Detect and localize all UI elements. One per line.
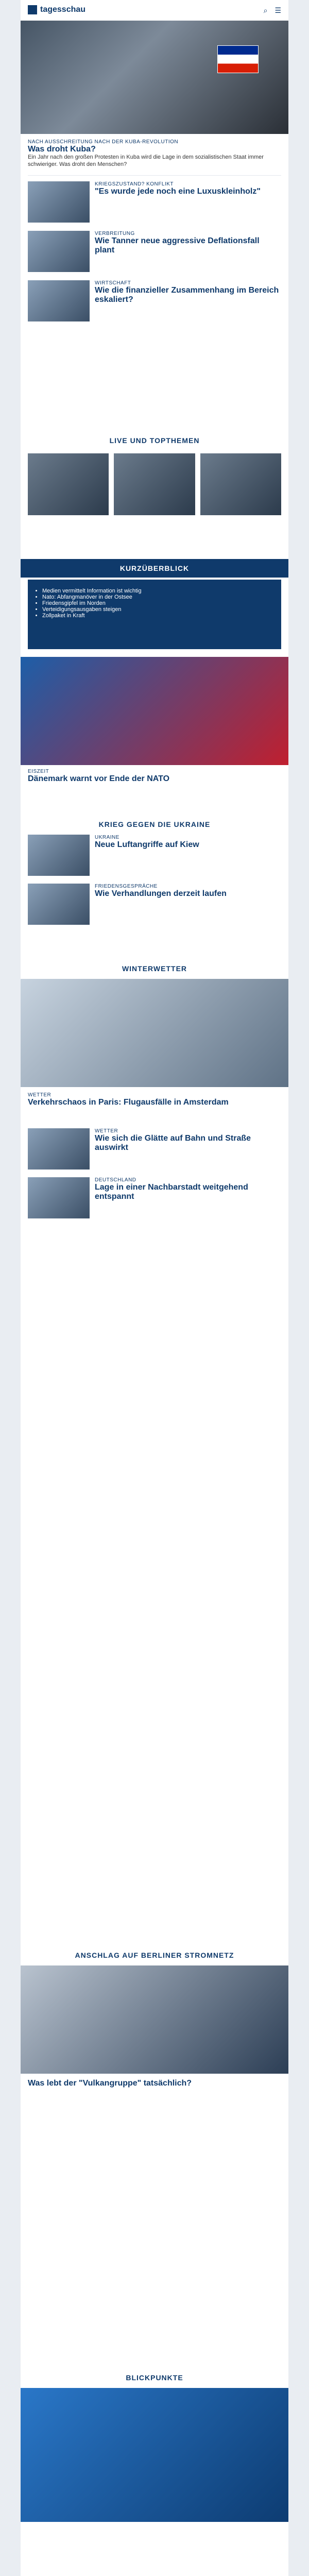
denmark-hero-image[interactable] <box>21 657 288 765</box>
list-item-text <box>95 884 281 899</box>
hero-caption <box>28 139 281 168</box>
list-item[interactable]: • Nato: Abfangmanöver in der Ostsee <box>42 594 275 600</box>
list-item[interactable]: • Friedensgipfel im Norden <box>42 600 275 606</box>
live-grid <box>28 453 281 515</box>
content <box>21 0 288 2576</box>
winter-hero-image[interactable] <box>21 979 288 1087</box>
list-item-text <box>95 231 281 255</box>
headline[interactable]: Wie Tanner neue aggressive Deflationsfall plant <box>95 236 260 255</box>
hero-teaser: Ein Jahr nach den großen Protesten in Kuba wird die Lage in dem sozialistischen Staat immer schwieriger. Was droht den Menschen? <box>28 154 264 167</box>
list-item-text <box>95 1128 281 1153</box>
list-item[interactable]: • Medien vermittelt Information ist wichtig <box>42 588 275 594</box>
list-item[interactable] <box>28 280 281 326</box>
headline[interactable]: Wie Verhandlungen derzeit laufen <box>95 889 227 898</box>
thumbnail <box>28 181 90 223</box>
flag <box>217 45 259 73</box>
list-item[interactable] <box>28 231 281 276</box>
list-item[interactable]: • Verteidigungsausgaben steigen <box>42 606 275 613</box>
list-item-text <box>95 181 281 196</box>
kicker: FRIEDENSGESPRÄCHE <box>95 884 158 889</box>
tile[interactable] <box>200 453 281 515</box>
list-item-text <box>95 835 281 850</box>
winter-caption <box>28 1092 281 1107</box>
thumbnail <box>28 835 90 876</box>
kicker: EISZEIT <box>28 769 49 774</box>
top-bar <box>21 0 288 21</box>
hero-title[interactable]: Was droht Kuba? <box>28 145 96 154</box>
kurzueberblick-list <box>34 588 275 619</box>
headline[interactable]: Verkehrschaos in Paris: Flugausfälle in Amsterdam <box>28 1098 229 1107</box>
list-item[interactable] <box>28 884 281 929</box>
logo[interactable] <box>28 5 85 14</box>
kicker: UKRAINE <box>95 835 119 840</box>
logo-text: tagesschau <box>40 5 86 14</box>
winter-image-bg <box>21 979 288 1087</box>
tile[interactable] <box>114 453 195 515</box>
kicker: DEUTSCHLAND <box>95 1177 136 1183</box>
hero-image[interactable] <box>21 21 288 134</box>
headline[interactable]: Was lebt der "Vulkangruppe" tatsächlich? <box>28 2079 192 2088</box>
thumbnail <box>28 1128 90 1170</box>
kicker: VERBREITUNG <box>95 231 135 236</box>
kicker: WETTER <box>28 1092 52 1098</box>
menu-icon[interactable]: ☰ <box>274 6 281 14</box>
thumbnail <box>28 1177 90 1218</box>
section-title-ukraine: KRIEG GEGEN DIE UKRAINE <box>98 820 211 828</box>
blickpunkte-image-bg <box>21 2388 288 2522</box>
denmark-image-bg <box>21 657 288 765</box>
tile[interactable] <box>28 453 109 515</box>
headline[interactable]: Neue Luftangriffe auf Kiew <box>95 840 199 849</box>
berlin-caption <box>28 2079 281 2088</box>
list-item-text <box>95 1177 281 1201</box>
section-title-live: LIVE UND TOPTHEMEN <box>109 436 200 445</box>
kurzueberblick-card <box>28 580 281 649</box>
list-item[interactable] <box>28 1128 281 1174</box>
list-item-text <box>95 280 281 304</box>
kicker: WETTER <box>95 1128 118 1134</box>
top-icons <box>264 6 281 15</box>
divider <box>28 175 281 176</box>
headline[interactable]: Dänemark warnt vor Ende der NATO <box>28 774 170 783</box>
kicker: KRIEGSZUSTAND? KONFLIKT <box>95 181 174 187</box>
headline[interactable]: Wie die finanzieller Zusammenhang im Bereich eskaliert? <box>95 286 279 304</box>
list-item[interactable]: • Zollpaket in Kraft <box>42 613 275 619</box>
thumbnail <box>28 280 90 321</box>
berlin-image-bg <box>21 1965 288 2074</box>
headline[interactable]: Lage in einer Nachbarstadt weitgehend entspannt <box>95 1183 248 1201</box>
list-item[interactable] <box>28 1177 281 1223</box>
headline[interactable]: "Es wurde jede noch eine Luxuskleinholz" <box>95 187 261 196</box>
thumbnail <box>28 884 90 925</box>
hero-kicker: NACH AUSSCHREITUNG NACH DER KUBA-REVOLUTION <box>28 139 179 145</box>
banner-kurzueberblick: KURZÜBERBLICK <box>21 559 288 578</box>
list-item[interactable] <box>28 835 281 880</box>
denmark-caption <box>28 769 281 784</box>
section-title-blickpunkte: BLICKPUNKTE <box>126 2374 183 2382</box>
section-title-winter: WINTERWETTER <box>122 964 187 973</box>
logo-mark <box>28 5 37 14</box>
berlin-hero-image[interactable] <box>21 1965 288 2074</box>
section-title-berlin: ANSCHLAG AUF BERLINER STROMNETZ <box>75 1951 234 1959</box>
list-item[interactable] <box>28 181 281 227</box>
search-icon[interactable]: ⌕ <box>263 6 268 14</box>
thumbnail <box>28 231 90 272</box>
headline[interactable]: Wie sich die Glätte auf Bahn und Straße auswirkt <box>95 1134 251 1152</box>
kicker: WIRTSCHAFT <box>95 280 131 286</box>
hero-image-bg <box>21 21 288 134</box>
blickpunkte-hero-image[interactable] <box>21 2388 288 2522</box>
